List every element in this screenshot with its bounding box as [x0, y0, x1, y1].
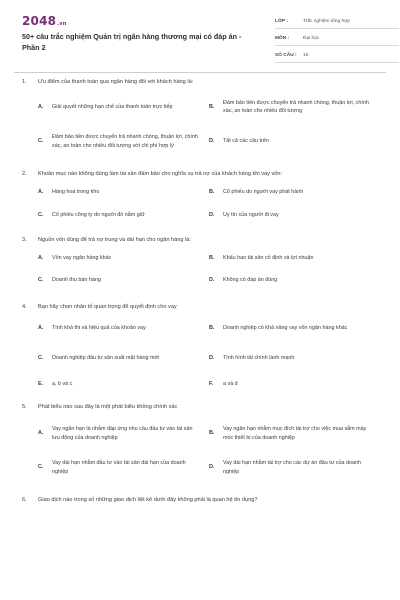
option-letter: E.	[38, 380, 44, 387]
question-number: 1.	[22, 79, 27, 85]
option-d[interactable]	[209, 137, 378, 146]
option-text: Vay ngân hạn là nhằm đáp ứng nhu cầu đầu tư vào tài sản lưu động của doanh nghiệp	[52, 426, 193, 441]
option-text: a, b và c	[52, 380, 73, 387]
option-text: Cổ phiếu công ty do người đó nắm giữ	[52, 211, 145, 218]
option-text: a và d	[223, 380, 238, 387]
logo-tld: .vn	[57, 21, 67, 27]
option-letter: D.	[209, 138, 215, 145]
option-e[interactable]	[38, 380, 207, 389]
option-b[interactable]	[209, 254, 378, 263]
option-row	[22, 452, 378, 484]
question-3	[22, 236, 378, 291]
option-text: Cổ phiếu do người vay phát hành	[223, 188, 304, 195]
question-4	[22, 303, 378, 396]
option-d[interactable]	[209, 459, 378, 476]
option-letter: B.	[209, 255, 215, 262]
question-number: 4.	[22, 303, 27, 310]
question-body: Khoản mục nào không dùng làm tài sản đảm bảo cho nghĩa vụ trả nợ của khách hàng khi vay vốn:	[38, 170, 283, 177]
option-text: Hàng hoá trong kho	[52, 188, 100, 195]
option-letter: A.	[38, 430, 44, 437]
option-text: Doanh thu bán hàng	[52, 277, 101, 284]
option-row	[22, 91, 378, 124]
option-text: Tình hình tài chính lành mạnh	[223, 354, 295, 361]
header-divider	[14, 72, 386, 73]
question-body: Nguồn vốn dùng để trả nợ trung và dài hạn cho ngân hàng là:	[38, 237, 191, 243]
option-a[interactable]	[38, 324, 207, 333]
question-body: Giao dịch nào trong số những giao dịch liệt kê dưới đây không phải là quan hệ tín dụng?	[38, 496, 258, 503]
option-row	[22, 313, 378, 343]
logo-text: 2048	[22, 14, 57, 28]
option-b[interactable]	[209, 425, 378, 442]
question-1	[22, 78, 378, 160]
question-number: 2.	[22, 170, 27, 177]
document-header	[22, 14, 380, 74]
info-row-subject	[275, 31, 399, 46]
question-text	[22, 170, 378, 179]
option-text: Doanh nghiệp đầu tư sản xuất mặt hàng mới	[52, 354, 160, 361]
option-f[interactable]	[209, 380, 378, 389]
question-number: 3.	[22, 237, 27, 243]
option-letter: D.	[209, 211, 215, 218]
info-value: Đại học	[303, 35, 320, 41]
option-letter: C.	[38, 138, 44, 145]
option-b[interactable]	[209, 324, 378, 333]
option-letter: C.	[38, 464, 44, 471]
option-row	[22, 271, 378, 291]
option-row	[22, 180, 378, 204]
option-text: Đảm bảo tiền được chuyển trả nhanh chóng, thuận lợi, chính xác, an toàn cho nhiều đối tượng	[223, 99, 369, 114]
option-letter: D.	[209, 277, 215, 284]
option-row	[22, 124, 378, 160]
option-text: Tính khả thi và hiệu quả của khoản vay	[52, 324, 146, 331]
option-c[interactable]	[38, 354, 207, 363]
option-text: Giải quyết những hạn chế của thanh toán trực tiếp	[52, 103, 173, 110]
option-a[interactable]	[38, 103, 207, 112]
option-a[interactable]	[38, 425, 207, 442]
option-text: Vay dài hạn nhằm đầu tư vào tài sản dài hạn của doanh nghiệp	[52, 460, 186, 475]
info-row-class	[275, 14, 399, 29]
question-text	[22, 78, 378, 87]
option-b[interactable]	[209, 99, 378, 116]
option-d[interactable]	[209, 354, 378, 363]
question-text	[22, 236, 378, 245]
option-c[interactable]	[38, 133, 207, 150]
option-c[interactable]	[38, 276, 207, 285]
option-letter: A.	[38, 103, 44, 110]
info-value: 16	[303, 52, 309, 58]
option-text: Không có đáp án đúng	[223, 277, 278, 284]
option-letter: B.	[209, 188, 215, 195]
option-d[interactable]	[209, 211, 378, 220]
question-list	[22, 78, 378, 504]
info-value: Trắc nghiệm tổng hợp	[303, 18, 350, 24]
info-label: LỚP :	[275, 18, 289, 24]
option-letter: B.	[209, 324, 215, 331]
option-text: Tất cả các câu trên	[223, 138, 269, 145]
option-text: Doanh nghiệp có khả năng vay vốn ngân hàng khác	[223, 324, 348, 331]
question-text	[22, 496, 378, 505]
option-row	[22, 343, 378, 373]
option-letter: C.	[38, 354, 44, 361]
question-2	[22, 170, 378, 227]
option-letter: A.	[38, 188, 44, 195]
question-body: Ưu điểm của thanh toán qua ngân hàng đối với khách hàng là:	[38, 79, 194, 85]
question-text	[22, 403, 378, 412]
option-letter: A.	[38, 324, 44, 331]
option-text: Vốn vay ngân hàng khác	[52, 255, 112, 262]
question-number: 5.	[22, 404, 27, 410]
option-text: Uy tín của người đi vay	[223, 211, 279, 218]
info-label: SỐ CÂU :	[275, 52, 297, 58]
option-b[interactable]	[209, 188, 378, 197]
option-text: Đảm bảo tiền được chuyển trả nhanh chóng, thuận lợi, chính xác, an toàn cho nhiều đối tượng với chi phí hợp lý	[52, 134, 198, 149]
option-a[interactable]	[38, 188, 207, 197]
option-c[interactable]	[38, 459, 207, 476]
option-letter: B.	[209, 430, 215, 437]
option-letter: C.	[38, 277, 44, 284]
option-text: Khấu hao tài sản cố định và lợi nhuận	[223, 255, 314, 262]
question-body: Phát biểu nào sau đây là một phát biểu không chính xác	[38, 404, 178, 410]
option-letter: A.	[38, 255, 44, 262]
option-a[interactable]	[38, 254, 207, 263]
option-letter: C.	[38, 211, 44, 218]
option-letter: B.	[209, 103, 215, 110]
option-letter: D.	[209, 354, 215, 361]
question-5	[22, 403, 378, 484]
option-c[interactable]	[38, 211, 207, 220]
question-6	[22, 496, 378, 505]
site-logo[interactable]	[22, 14, 67, 28]
option-letter: D.	[209, 464, 215, 471]
option-text: Vay dài hạn nhằm tài trợ cho các dự án đầu tư của doanh nghiệp	[223, 460, 362, 475]
info-row-question-count	[275, 48, 399, 63]
info-box	[275, 14, 399, 65]
option-row	[22, 204, 378, 226]
option-row	[22, 416, 378, 452]
option-row	[22, 373, 378, 395]
option-letter: F.	[209, 380, 214, 387]
question-body: Bạn hãy chọn nhân tố quan trọng để quyết định cho vay	[38, 303, 177, 310]
question-number: 6.	[22, 496, 27, 503]
option-text: Vay ngân hạn nhằm mục đích tài trợ cho việc mua sắm máy móc thiết bị của doanh nghiệp	[223, 426, 367, 441]
info-label: MÔN :	[275, 35, 290, 41]
question-text	[22, 303, 378, 312]
option-row	[22, 247, 378, 271]
document-title: 50+ câu trắc nghiệm Quản trị ngân hàng thương mại có đáp án - Phần 2	[22, 32, 242, 52]
option-d[interactable]	[209, 276, 378, 285]
